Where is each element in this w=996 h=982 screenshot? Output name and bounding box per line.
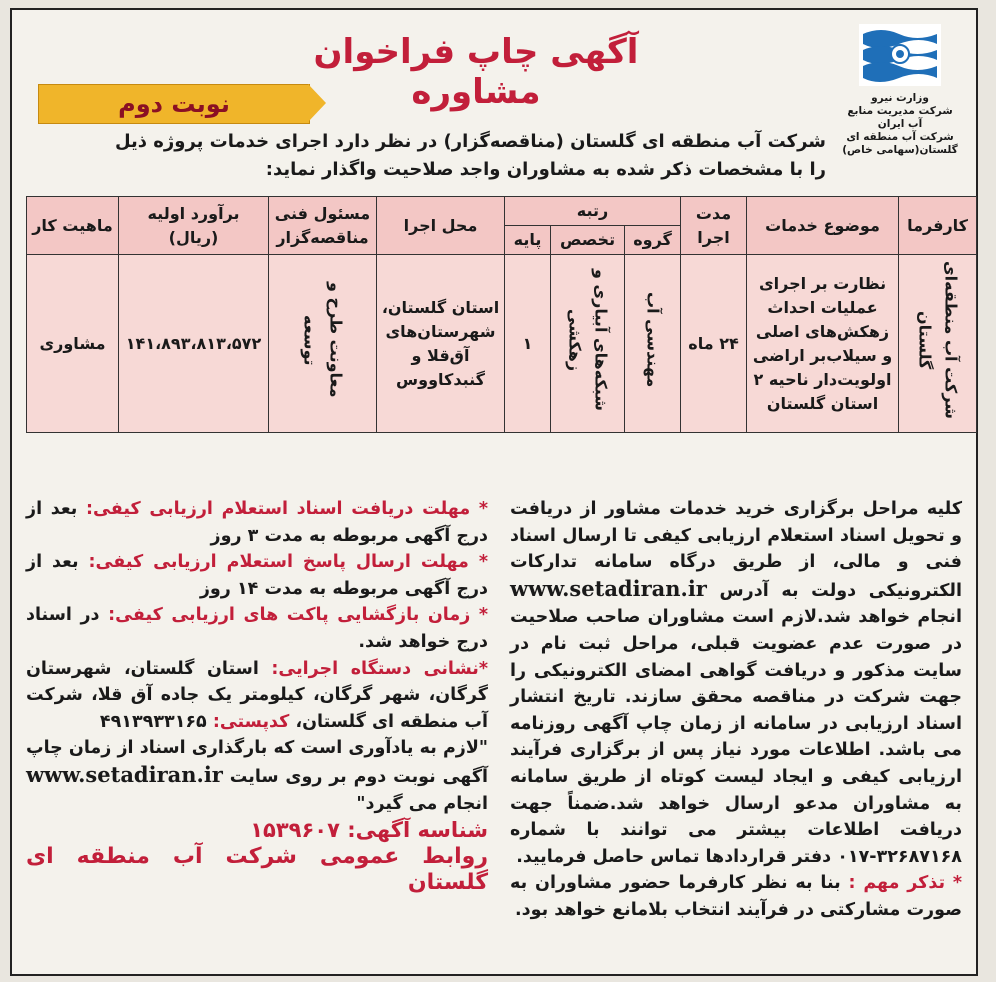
logo-caption bbox=[840, 92, 960, 157]
body-left-column bbox=[26, 496, 488, 897]
deadline-send-label: * مهلت ارسال پاسخ استعلام ارزیابی کیفی: bbox=[88, 552, 488, 573]
cell-subject: نظارت بر اجرای عملیات احداث زهکش‌های اصلی و سیلاب‌بر اراضی اولویت‌دار ناحیه ۲ استان گلستان bbox=[747, 255, 899, 433]
header-subject: موضوع خدمات bbox=[747, 197, 899, 255]
intro-paragraph: شرکت آب منطقه ای گلستان (مناقصه‌گزار) در نظر دارد اجرای خدمات پروژه ذیل را با مشخصات ذکر شده به مشاوران واجد صلاحیت واگذار نماید: bbox=[114, 131, 826, 180]
header-specialty: تخصص bbox=[551, 226, 625, 255]
cell-estimate: ۱۴۱،۸۹۳،۸۱۳،۵۷۲ bbox=[119, 255, 269, 433]
cell-duration: ۲۴ ماه bbox=[681, 255, 747, 433]
specialty-text: شبکه‌های آبیاری و زهکشی bbox=[565, 268, 611, 412]
header-base: پایه bbox=[505, 226, 551, 255]
opening-time-text: در اسناد درج خواهد شد. bbox=[26, 605, 488, 652]
cell-specialty bbox=[551, 255, 625, 433]
header-duration: مدت اجرا bbox=[681, 197, 747, 255]
deadline-receive-text: بعد از درج آگهی مربوطه به مدت ۳ روز bbox=[26, 499, 488, 546]
ad-id bbox=[26, 817, 488, 844]
logo-block bbox=[840, 24, 960, 157]
responsible-text: معاونت طرح و توسعه bbox=[300, 282, 346, 398]
group-text: مهندسی آب bbox=[643, 292, 663, 388]
postal-label: کدپستی: bbox=[212, 711, 290, 732]
reminder-block bbox=[26, 735, 488, 817]
ad-frame bbox=[10, 8, 978, 976]
public-relations: روابط عمومی شرکت آب منطقه ای گلستان bbox=[26, 843, 488, 896]
header-rank: رتبه bbox=[505, 197, 681, 226]
badge-arrow bbox=[308, 84, 326, 122]
note-label: * تذکر مهم : bbox=[848, 873, 962, 894]
postal-code: ۴۹۱۳۹۳۳۱۶۵ bbox=[99, 711, 207, 732]
reminder-text-end: انجام می گیرد" bbox=[356, 793, 488, 814]
tender-table bbox=[26, 196, 977, 433]
table-row bbox=[27, 255, 977, 433]
reminder-text: "لازم به یادآوری است که بارگذاری اسناد از زمان چاپ آگهی نوبت دوم بر روی سایت bbox=[26, 738, 489, 787]
water-drop-logo-icon bbox=[859, 24, 941, 86]
note-text: بنا به نظر کارفرما حضور مشاوران به صورت مشارکتی در فرآیند انتخاب بلامانع خواهد بود. bbox=[510, 873, 962, 920]
cell-group bbox=[625, 255, 681, 433]
body-right-column bbox=[510, 496, 962, 924]
logo-line: شرکت مدیریت منابع bbox=[847, 105, 953, 117]
ad-id-label: شناسه آگهی: bbox=[347, 818, 488, 843]
deadline-send bbox=[26, 549, 488, 602]
round-badge: نوبت دوم bbox=[38, 84, 310, 124]
logo-line: شرکت آب منطقه ای bbox=[846, 131, 954, 143]
address-label: *نشانی دستگاه اجرایی: bbox=[271, 658, 489, 679]
cell-location: استان گلستان، شهرستان‌های آق‌قلا و گنبدکاووس bbox=[377, 255, 505, 433]
opening-time bbox=[26, 602, 488, 655]
phone-number: ۰۱۷-۳۲۶۸۷۱۶۸ bbox=[837, 846, 962, 867]
cell-nature: مشاوری bbox=[27, 255, 119, 433]
header-location: محل اجرا bbox=[377, 197, 505, 255]
logo-line: وزارت نیرو bbox=[871, 92, 929, 104]
procedure-text-end: دفتر قراردادها تماس حاصل فرمایید. bbox=[516, 846, 832, 867]
cell-responsible bbox=[269, 255, 377, 433]
header-nature: ماهیت کار bbox=[27, 197, 119, 255]
header-group: گروه bbox=[625, 226, 681, 255]
setadiran-link[interactable]: www.setadiran.ir bbox=[510, 575, 707, 601]
header-estimate-label: برآورد اولیه bbox=[147, 203, 240, 223]
header-estimate bbox=[119, 197, 269, 255]
cell-employer bbox=[899, 255, 977, 433]
opening-time-label: * زمان بازگشایی پاکت های ارزیابی کیفی: bbox=[108, 605, 489, 626]
deadline-send-text: بعد از درج آگهی مربوطه به مدت ۱۴ روز bbox=[26, 552, 488, 599]
ad-title: آگهی چاپ فراخوان مشاوره bbox=[313, 32, 639, 112]
logo-line: گلستان(سهامی خاص) bbox=[842, 144, 958, 156]
header-responsible: مسئول فنی مناقصه‌گزار bbox=[269, 197, 377, 255]
setadiran-link-2[interactable]: www.setadiran.ir bbox=[26, 761, 223, 787]
logo-line: آب ایران bbox=[877, 118, 923, 130]
ad-id-value: ۱۵۳۹۶۰۷ bbox=[250, 818, 340, 843]
header-estimate-unit: (ریال) bbox=[168, 227, 219, 247]
deadline-receive-label: * مهلت دریافت اسناد استعلام ارزیابی کیفی: bbox=[86, 499, 488, 519]
procedure-text-cont: انجام خواهد شد.لازم است مشاوران صاحب صلاحیت در صورت عدم عضویت قبلی، مراحل ثبت نام در سایت مذکور و دریافت گواهی امضای الکترونیکی را جهت شرکت در مناقصه محقق سازند. تاریخ انتشار اسناد ارزیابی در سامانه از زمان چاپ آگهی روزنامه می باشد. اطلاعات مورد نیاز پس از برگزاری فرآیند ارزیابی کیفی و ایجاد لیست کوتاه از طریق سامانه به مشاوران مدعو ارسال خواهد شد.ضمناً جهت دریافت اطلاعات بیشتر می توانند با شماره bbox=[510, 607, 962, 841]
employer-text: شرکت آب منطقه‌ای گلستان bbox=[915, 260, 961, 420]
procedure-text: کلیه مراحل برگزاری خرید خدمات مشاور از دریافت و تحویل اسناد استعلام ارزیابی کیفی تا ارسال اسناد فنی و مالی، از طریق درگاه سامانه تدارکات الکترونیکی دولت به آدرس bbox=[510, 499, 963, 601]
header-employer: کارفرما bbox=[899, 197, 977, 255]
address-block bbox=[26, 656, 488, 736]
cell-base: ۱ bbox=[505, 255, 551, 433]
table-header-row bbox=[27, 197, 977, 226]
deadline-receive bbox=[26, 496, 488, 549]
address-text: استان گلستان، شهرستان گرگان، شهر گرگان، کیلومتر یک جاده آق قلا، شرکت آب منطقه ای گلستان، bbox=[26, 658, 488, 732]
